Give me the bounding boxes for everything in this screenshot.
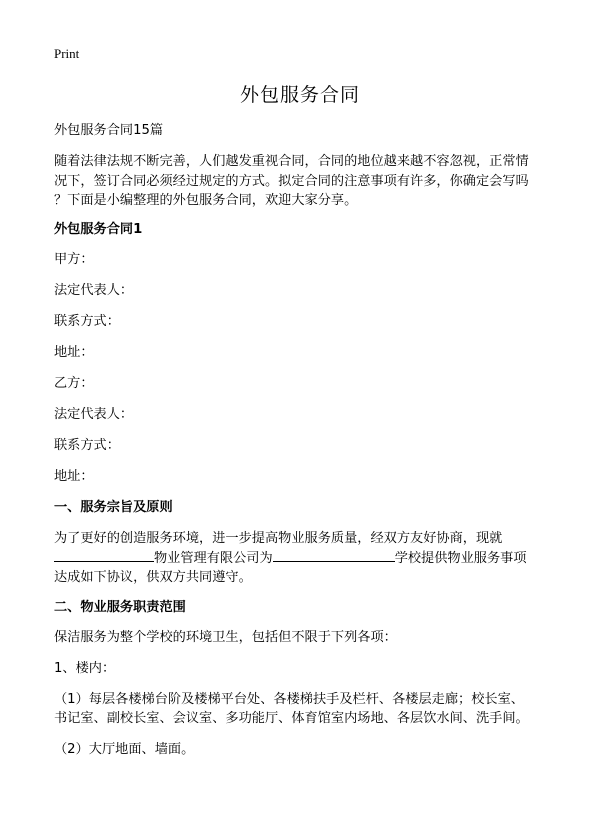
section-1-heading: 一、服务宗旨及原则 — [54, 500, 173, 515]
section-2-item-1: 1、楼内： — [54, 661, 116, 676]
blank-underline — [273, 547, 395, 562]
party-a-rep-label: 法定代表人： — [54, 283, 134, 298]
section-1-line-1: 为了更好的创造服务环境，进一步提高物业服务质量，经双方友好协商，现就 — [54, 531, 503, 546]
section-2-sub-1-line-1: （1）每层各楼梯台阶及楼梯平台处、各楼梯扶手及栏杆、各楼层走廊；校长室、 — [54, 692, 524, 707]
intro-line-1: 随着法律法规不断完善，人们越发重视合同，合同的地位越来越不容忽视，正常情 — [54, 154, 529, 169]
intro-line-3: ？下面是小编整理的外包服务合同，欢迎大家分享。 — [54, 193, 358, 208]
blank-underline — [54, 547, 154, 562]
section-1-line-2-part-1: 物业管理有限公司为 — [154, 551, 273, 566]
party-b-label: 乙方： — [54, 376, 94, 391]
party-b-rep-label: 法定代表人： — [54, 407, 134, 422]
print-link[interactable]: Print — [54, 46, 80, 61]
section-2-sub-2: （2）大厅地面、墙面。 — [54, 742, 195, 757]
section-2-heading: 二、物业服务职责范围 — [54, 600, 186, 615]
document-subtitle: 外包服务合同15篇 — [54, 123, 164, 138]
document-title: 外包服务合同 — [239, 84, 360, 106]
intro-line-2: 况下，签订合同必须经过规定的方式。拟定合同的注意事项有许多，你确定会写吗 — [54, 174, 529, 189]
section-2-intro: 保洁服务为整个学校的环境卫生，包括但不限于下列各项： — [54, 630, 397, 645]
party-a-contact-label: 联系方式： — [54, 314, 120, 329]
section-2-sub-1-line-2: 书记室、副校长室、会议室、多功能厅、体育馆室内场地、各层饮水间、洗手间。 — [54, 711, 529, 726]
party-b-address-label: 地址： — [54, 469, 94, 484]
section-1-line-2-part-2: 学校提供物业服务事项 — [394, 551, 527, 566]
section-1-line-3: 达成如下协议，供双方共同遵守。 — [54, 570, 252, 585]
contract-heading: 外包服务合同1 — [54, 222, 143, 237]
party-b-contact-label: 联系方式： — [54, 438, 120, 453]
party-a-address-label: 地址： — [54, 345, 94, 360]
party-a-label: 甲方： — [54, 252, 94, 267]
